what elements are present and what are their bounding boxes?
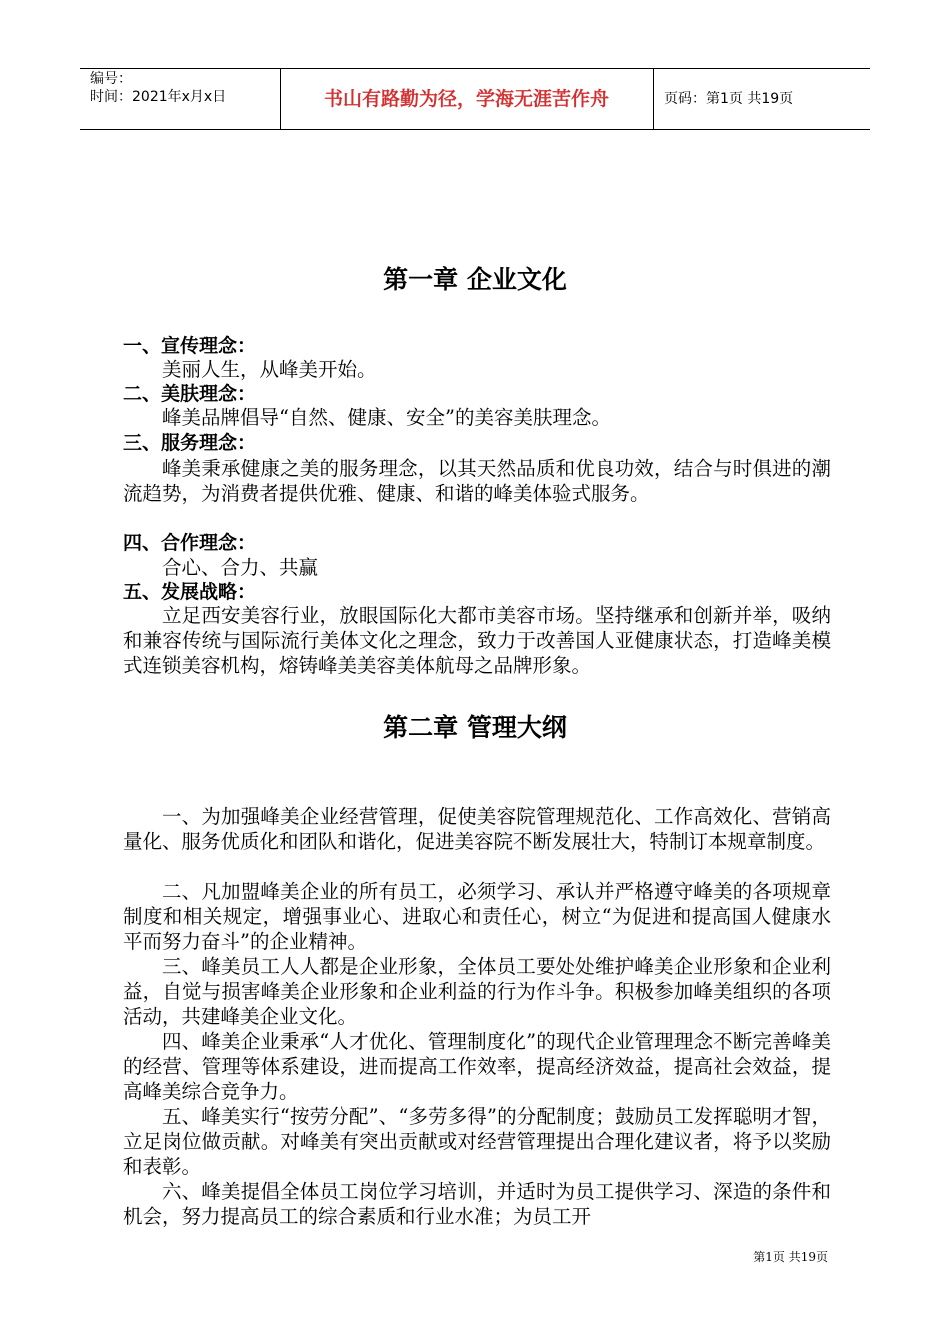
header-meta-cell — [80, 69, 281, 129]
header-motto-cell — [280, 69, 654, 129]
section-text: 峰美品牌倡导“自然、健康、安全”的美容美肤理念。 — [162, 406, 611, 429]
header-page-info: 页码：第1页 共19页 — [664, 91, 794, 107]
footer-page-number: 第1页 共19页 — [753, 1250, 828, 1264]
clause-paragraph: 五、峰美实行“按劳分配”、“多劳多得”的分配制度；鼓励员工发挥聪明才智，立足岗位做贡献。对峰美有突出贡献或对经营管理提出合理化建议者，将予以奖励和表彰。 — [123, 1105, 831, 1178]
document-header — [80, 68, 870, 130]
clause-paragraph: 六、峰美提倡全体员工岗位学习培训，并适时为员工提供学习、深造的条件和机会，努力提高员工的综合素质和行业水准；为员工开 — [123, 1180, 831, 1228]
section-text: 峰美秉承健康之美的服务理念，以其天然品质和优良功效，结合与时俱进的潮流趋势，为消费者提供优雅、健康、和谐的峰美体验式服务。 — [123, 457, 831, 505]
section-text: 立足西安美容行业，放眼国际化大都市美容市场。坚持继承和创新并举，吸纳和兼容传统与国际流行美体文化之理念，致力于改善国人亚健康状态，打造峰美模式连锁美容机构，熔铸峰美美容美体航母之品牌形象。 — [123, 604, 831, 677]
section-text: 美丽人生，从峰美开始。 — [162, 358, 377, 381]
section-heading: 四、合作理念： — [123, 532, 257, 554]
motto-text: 书山有路勤为径，学海无涯苦作舟 — [323, 88, 609, 110]
number-label: 编号： — [90, 71, 132, 87]
clause-paragraph: 一、为加强峰美企业经营管理，促使美容院管理规范化、工作高效化、营销高量化、服务优质化和团队和谐化，促进美容院不断发展壮大，特制订本规章制度。 — [123, 805, 831, 853]
section-heading: 五、发展战略： — [123, 581, 257, 603]
clause-paragraph: 四、峰美企业秉承“人才优化、管理制度化”的现代企业管理理念不断完善峰美的经营、管理等体系建设，进而提高工作效率，提高经济效益，提高社会效益，提高峰美综合竞争力。 — [123, 1030, 831, 1103]
clause-paragraph: 二、凡加盟峰美企业的所有员工，必须学习、承认并严格遵守峰美的各项规章制度和相关规定，增强事业心、进取心和责任心，树立“为促进和提高国人健康水平而努力奋斗”的企业精神。 — [123, 880, 831, 953]
section-heading: 二、美肤理念： — [123, 383, 257, 405]
chapter-1-title: 第一章 企业文化 — [383, 265, 567, 294]
section-text: 合心、合力、共赢 — [162, 556, 319, 579]
section-heading: 三、服务理念： — [123, 432, 257, 454]
time-label: 时间：2021年x月x日 — [90, 89, 227, 105]
section-heading: 一、宣传理念： — [123, 335, 257, 357]
header-page-cell — [654, 69, 870, 129]
chapter-2-title: 第二章 管理大纲 — [383, 713, 567, 742]
clause-paragraph: 三、峰美员工人人都是企业形象，全体员工要处处维护峰美企业形象和企业利益，自觉与损害峰美企业形象和企业利益的行为作斗争。积极参加峰美组织的各项活动，共建峰美企业文化。 — [123, 955, 831, 1028]
